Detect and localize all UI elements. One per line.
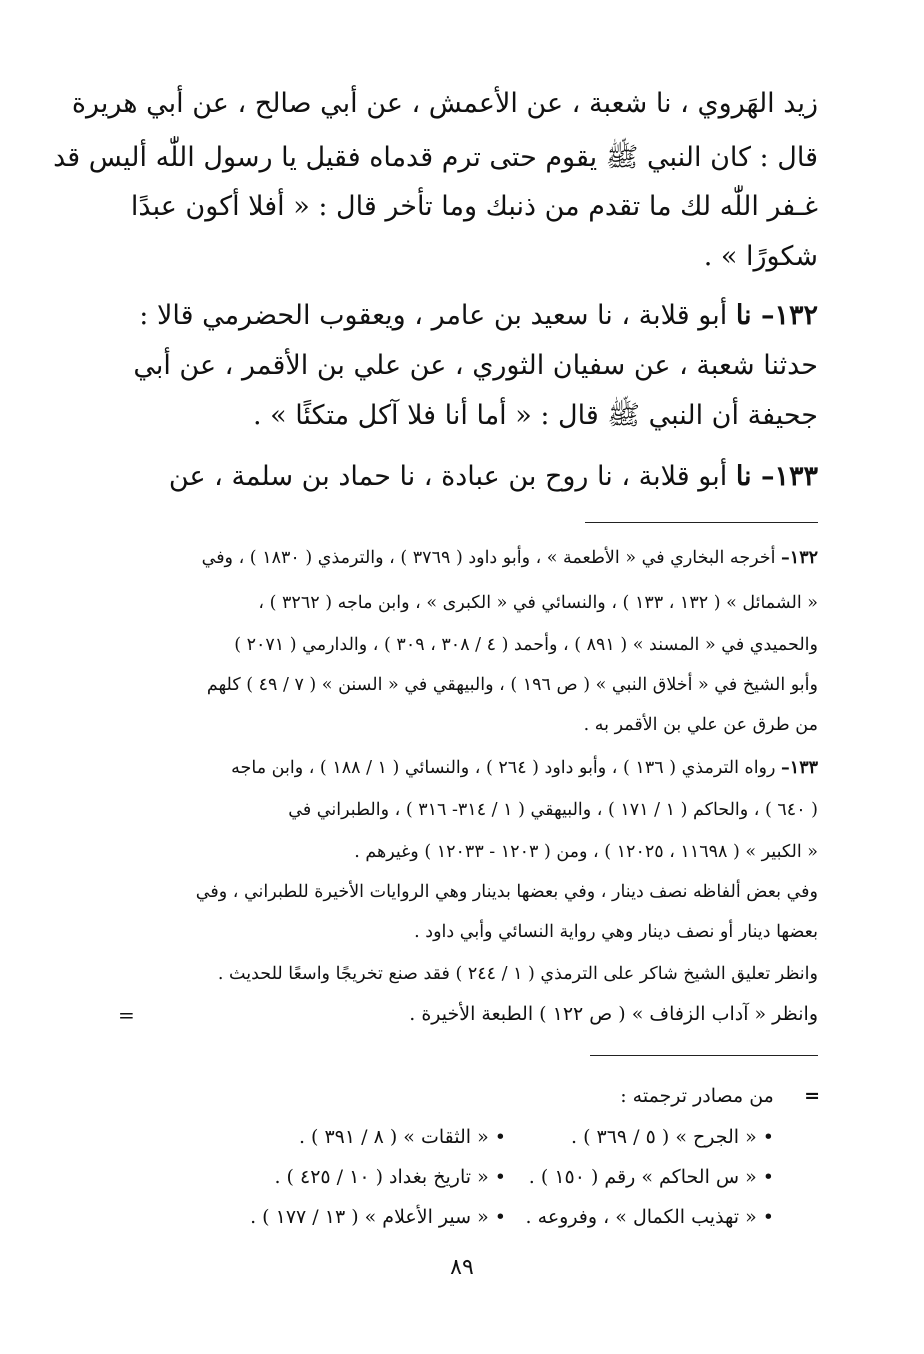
continuation-mark: = (118, 1003, 135, 1027)
footnote-number-133: ١٣٣– (781, 758, 818, 778)
footnote-132-line-3: والحميدي في « المسند » ( ٨٩١ ) ، وأحمد ( ٤ / ٣٠٨ ، ٣٠٩ ) ، والدارمي ( ٢٠٧١ ) (234, 635, 818, 655)
footnote-number-132: ١٣٢– (781, 548, 818, 568)
main-line-3: غـفر اللّٰه لك ما تقدم من ذنبك وما تأخر قال : « أفلا أكون عبدًا (130, 191, 818, 222)
footnote-132-line-5: من طرق عن علي بن الأقمر به . (583, 715, 818, 735)
source-hakim: • « س الحاكم » رقم ( ١٥٠ ) . (528, 1166, 774, 1188)
footnote-133-line-4: وفي بعض ألفاظه نصف دينار ، وفي بعضها بدينار وهي الروايات الأخيرة للطبراني ، وفي (195, 882, 818, 902)
source-thiqat: • « الثقات » ( ٨ / ٣٩١ ) . (298, 1126, 506, 1148)
main-line-4: شكورًا » . (703, 241, 818, 272)
sources-separator (590, 1055, 818, 1056)
sources-row-1 (299, 1126, 774, 1148)
sources-heading: من مصادر ترجمته : (620, 1085, 774, 1107)
footnote-133-line-5: بعضها دينار أو نصف دينار وهي رواية النسائي وأبي داود . (414, 922, 818, 942)
source-tarikh-baghdad: • « تاريخ بغداد ( ١٠ / ٤٢٥ ) . (274, 1166, 506, 1188)
sources-heading-line (620, 1085, 820, 1107)
page-number: ٨٩ (450, 1255, 474, 1280)
hadith-132-text: أبو قلابة ، نا سعيد بن عامر ، ويعقوب الحضرمي قالا : (139, 300, 728, 331)
sources-row-2 (274, 1166, 774, 1188)
hadith-132-line-2: حدثنا شعبة ، عن سفيان الثوري ، عن علي بن الأقمر ، عن أبي (133, 350, 818, 381)
footnote-133-line-1 (231, 758, 818, 778)
hadith-133-line-1 (169, 461, 818, 492)
main-line-2: قال : كان النبي ﷺ يقوم حتى ترم قدماه فقيل يا رسول اللّٰه أليس قد (53, 142, 818, 173)
hadith-number-133: ١٣٣– نا (735, 461, 818, 492)
hadith-132-line-3: جحيفة أن النبي ﷺ قال : « أما أنا فلا آكل متكئًا » . (252, 400, 818, 431)
source-tahdhib: • « تهذيب الكمال » ، وفروعه . (525, 1206, 774, 1228)
footnote-132-line-1 (202, 548, 818, 568)
sources-row-3 (250, 1206, 774, 1228)
footnote-133-text-1: رواه الترمذي ( ١٣٦ ) ، وأبو داود ( ٢٦٤ ) ، والنسائي ( ١ / ١٨٨ ) ، وابن ماجه (231, 758, 776, 778)
footnote-133-line-6: وانظر تعليق الشيخ شاكر على الترمذي ( ١ / ٢٤٤ ) فقد صنع تخريجًا واسعًا للحديث . (217, 964, 818, 984)
footnote-133-line-3: « الكبير » ( ١١٦٩٨ ، ١٢٠٢٥ ) ، ومن ( ١٢٠٣ - ١٢٠٣٣ ) وغيرهم . (354, 842, 818, 862)
footnote-133-line-2: ( ٦٤٠ ) ، والحاكم ( ١ / ١٧١ ) ، والبيهقي ( ١ / ٣١٤- ٣١٦ ) ، والطبراني في (288, 800, 818, 820)
hadith-132-line-1 (139, 300, 818, 331)
hadith-133-text: أبو قلابة ، نا روح بن عبادة ، نا حماد بن سلمة ، عن (168, 461, 728, 492)
footnote-separator (585, 522, 818, 523)
source-siyar: • « سير الأعلام » ( ١٣ / ١٧٧ ) . (250, 1206, 506, 1228)
hadith-number-132: ١٣٢– نا (735, 300, 818, 331)
source-jarh: • « الجرح » ( ٥ / ٣٦٩ ) . (570, 1126, 774, 1148)
main-line-1: زيد الهَروي ، نا شعبة ، عن الأعمش ، عن أبي صالح ، عن أبي هريرة (71, 88, 818, 119)
footnote-132-text-1: أخرجه البخاري في « الأطعمة » ، وأبو داود ( ٣٧٦٩ ) ، والترمذي ( ١٨٣٠ ) ، وفي (201, 548, 776, 568)
sources-mark: = (804, 1085, 820, 1107)
footnote-133-line-7: وانظر « آداب الزفاف » ( ص ١٢٢ ) الطبعة الأخيرة . (409, 1003, 818, 1025)
footnote-132-line-2: « الشمائل » ( ١٣٢ ، ١٣٣ ) ، والنسائي في « الكبرى » ، وابن ماجه ( ٣٢٦٢ ) ، (258, 593, 818, 613)
footnote-132-line-4: وأبو الشيخ في « أخلاق النبي » ( ص ١٩٦ ) ، والبيهقي في « السنن » ( ٧ / ٤٩ ) كلهم (206, 675, 818, 695)
